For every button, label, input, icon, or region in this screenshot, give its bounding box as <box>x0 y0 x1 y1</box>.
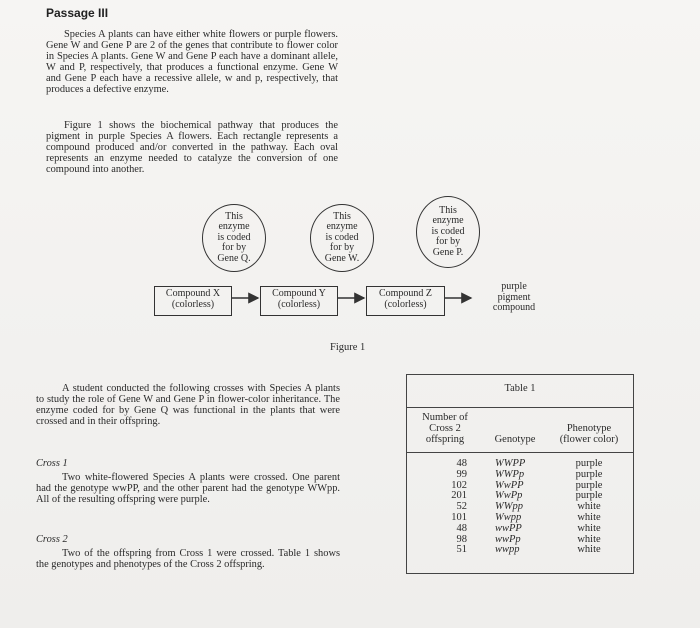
cross-2-heading: Cross 2 <box>36 534 68 545</box>
table-row-6-count: 101 <box>451 511 467 523</box>
table-row-2-genotype: WWPp <box>495 468 525 480</box>
table-row-5-count: 52 <box>456 501 467 513</box>
figure-caption: Figure 1 <box>330 342 366 353</box>
table-row-8-genotype: wwPp <box>495 533 521 545</box>
cross-2-text: Two of the offspring from Cross 1 were crossed. Table 1 shows the genotypes and phenotypes of the Cross 2 offspring. <box>36 548 340 570</box>
table-row-9-genotype: wwpp <box>495 544 520 556</box>
table-row-2-phenotype: purple <box>575 468 603 480</box>
enzyme-w-line5: Gene W. <box>324 252 360 264</box>
header-phenotype-line2: (flower color) <box>559 433 619 445</box>
table-row-9-count: 51 <box>456 544 467 556</box>
table-row-6-phenotype: white <box>577 511 601 523</box>
cross-1-paragraph <box>36 472 340 505</box>
column-phenotypes <box>557 459 621 556</box>
enzyme-p-line4: for by <box>435 236 461 248</box>
header-offspring-line3: offspring <box>425 433 465 445</box>
table-header-rule <box>407 452 633 453</box>
table-row-5-phenotype: white <box>577 501 601 513</box>
compound-x-box <box>154 286 232 316</box>
table-row-4-genotype: WwPp <box>495 490 523 502</box>
enzyme-w-line3: is coded <box>325 231 359 243</box>
table-row-3-count: 102 <box>451 479 467 491</box>
table-top-rule <box>407 407 633 408</box>
compound-y-name: Compound Y <box>272 288 326 299</box>
compound-y-sub: (colorless) <box>277 298 321 310</box>
enzyme-p-line5: Gene P. <box>432 246 464 258</box>
enzyme-q-line3: is coded <box>217 231 251 243</box>
enzyme-p-line2: enzyme <box>432 215 464 227</box>
passage-heading: Passage III <box>46 6 109 20</box>
header-phenotype-line1: Phenotype <box>566 423 612 434</box>
paragraph-crosses-intro <box>36 383 340 427</box>
enzyme-oval-gene-q <box>202 204 266 272</box>
cross-1-text: Two white-flowered Species A plants were crossed. One parent had the genotype wwPP, and the other parent had the genotype WWpp. All of the resulting offspring were purple. <box>36 472 340 505</box>
table-row-8-count: 98 <box>456 533 467 545</box>
enzyme-w-line1: This <box>333 210 351 222</box>
header-offspring <box>415 413 475 445</box>
enzyme-p-line1: This <box>439 204 457 216</box>
table-row-3-phenotype: purple <box>575 479 603 491</box>
enzyme-q-line1: This <box>225 210 243 222</box>
table-row-4-phenotype: purple <box>575 490 603 502</box>
enzyme-q-line5: Gene Q. <box>217 252 251 264</box>
table-row-7-genotype: wwPP <box>495 522 522 534</box>
table-row-1-phenotype: purple <box>575 458 603 469</box>
paragraph-figure-description <box>46 120 338 175</box>
enzyme-p-line3: is coded <box>431 225 465 237</box>
enzyme-w-line4: for by <box>329 242 355 254</box>
table-row-3-genotype: WwPP <box>495 479 524 491</box>
compound-y-box <box>260 286 338 316</box>
enzyme-q-line2: enzyme <box>218 221 250 233</box>
paragraph-intro <box>46 29 338 95</box>
table-row-7-phenotype: white <box>577 522 601 534</box>
enzyme-q-line4: for by <box>221 242 247 254</box>
cross-1-heading: Cross 1 <box>36 458 68 469</box>
product-line3: compound <box>492 302 536 313</box>
compound-x-sub: (colorless) <box>171 298 215 310</box>
table-title: Table 1 <box>504 383 536 394</box>
paragraph-figure-text: Figure 1 shows the biochemical pathway that produces the pigment in purple Species A flowers. Each rectangle represents a compound produced and/or converted in the pathway. Each oval represents an enzyme needed to catalyze the conversion of one compound into another. <box>46 120 338 175</box>
product-line2: pigment <box>497 291 531 303</box>
table-row-4-count: 201 <box>451 490 467 502</box>
enzyme-oval-gene-w <box>310 204 374 272</box>
header-genotype: Genotype <box>494 434 536 445</box>
purple-pigment-compound <box>478 282 550 314</box>
enzyme-oval-gene-p <box>416 196 480 268</box>
table-row-7-count: 48 <box>456 522 467 534</box>
compound-z-name: Compound Z <box>378 288 433 299</box>
header-phenotype <box>547 424 631 446</box>
enzyme-w-line2: enzyme <box>326 221 358 233</box>
cross-2-paragraph <box>36 548 340 570</box>
table-row-1-count: 48 <box>456 458 467 469</box>
table-1 <box>406 374 634 574</box>
product-line1: purple <box>501 281 527 292</box>
paragraph-intro-text: Species A plants can have either white flowers or purple flowers. Gene W and Gene P are 2 of the genes that contribute to flower color in Species A plants. Gene W and Gene P each have a dominant allele, W and P, respectively, that produces a functional enzyme. Gene W and Gene P each have a recessive allele, w and p, respectively, that produces a defective enzyme. <box>46 29 338 95</box>
header-offspring-line2: Cross 2 <box>429 422 461 434</box>
column-genotypes <box>495 459 545 556</box>
table-row-1-genotype: WWPP <box>495 458 526 469</box>
table-row-9-phenotype: white <box>577 544 601 556</box>
column-offspring-counts <box>415 459 467 556</box>
table-row-6-genotype: Wwpp <box>495 511 522 523</box>
header-offspring-line1: Number of <box>422 412 468 423</box>
compound-z-box <box>366 286 445 316</box>
table-row-8-phenotype: white <box>577 533 601 545</box>
table-row-5-genotype: WWpp <box>495 501 523 513</box>
figure-1-pathway <box>150 194 560 324</box>
table-row-2-count: 99 <box>456 468 467 480</box>
compound-x-name: Compound X <box>165 288 221 299</box>
paragraph-crosses-text: A student conducted the following crosses with Species A plants to study the role of Gene W and Gene P in flower-color inheritance. The enzyme coded for by Gene Q was functional in the plants that were crossed and in their offspring. <box>36 383 340 427</box>
compound-z-sub: (colorless) <box>384 298 427 310</box>
